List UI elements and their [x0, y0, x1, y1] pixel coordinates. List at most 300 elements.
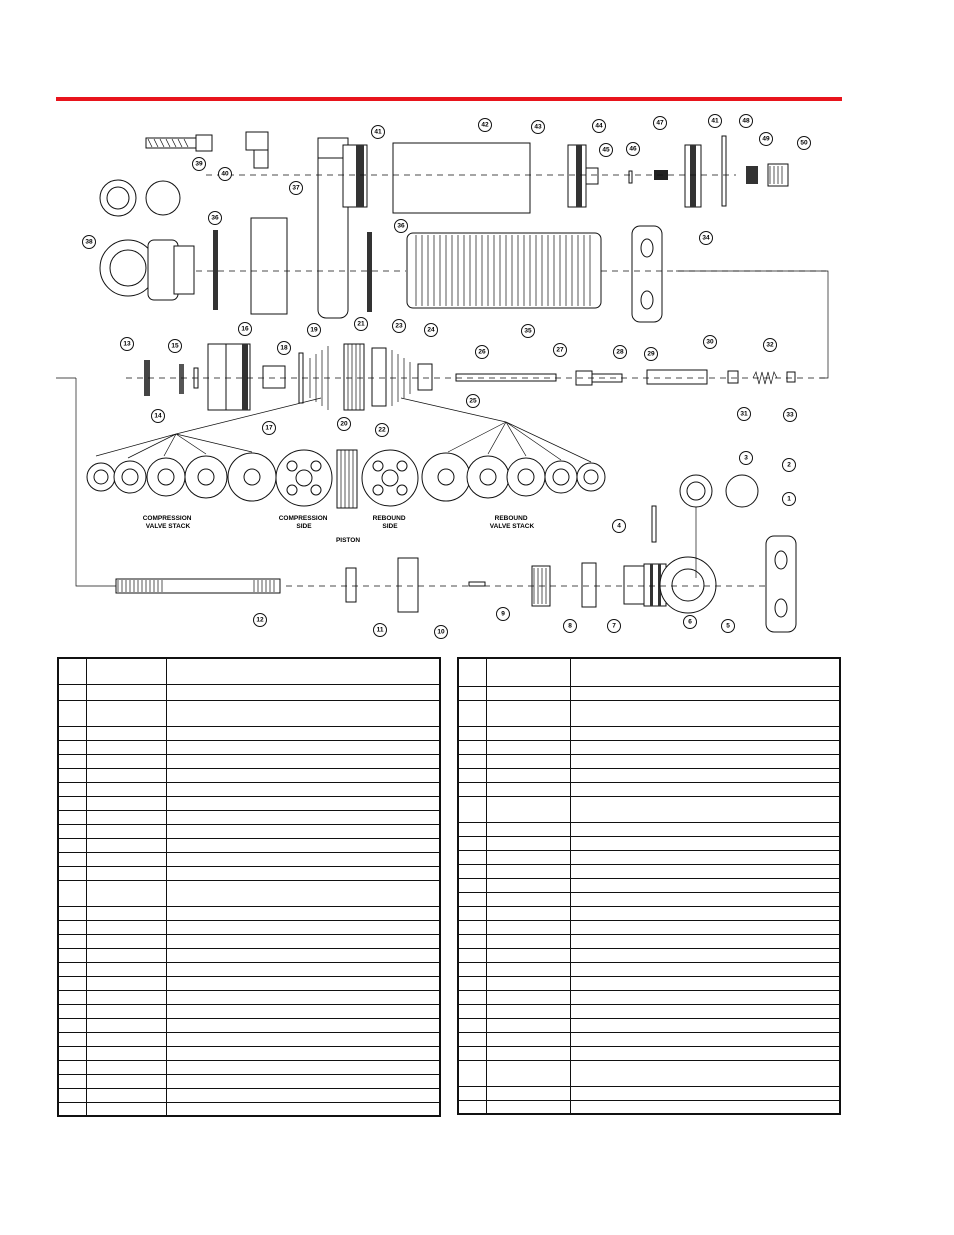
right-cell-description	[570, 906, 840, 920]
right-cell-description	[570, 1004, 840, 1018]
svg-text:48: 48	[742, 117, 750, 125]
left-cell-item	[58, 1004, 86, 1018]
right-cell-description	[570, 948, 840, 962]
table-row	[458, 976, 840, 990]
callout-16	[239, 323, 252, 336]
left-cell-item	[58, 920, 86, 934]
right-cell-item	[458, 934, 486, 948]
part-36-spring-right	[367, 232, 372, 312]
header-rule	[56, 97, 842, 101]
table-row	[458, 878, 840, 892]
table-row	[458, 1060, 840, 1086]
callout-39	[193, 158, 206, 171]
right-cell-part-number	[486, 920, 570, 934]
left-cell-description	[166, 962, 440, 976]
right-cell-part-number	[486, 1100, 570, 1114]
table-row	[58, 880, 440, 906]
table-row	[58, 754, 440, 768]
exploded-parts-diagram	[56, 108, 842, 648]
table-row	[58, 948, 440, 962]
table-row	[58, 920, 440, 934]
table-row	[458, 906, 840, 920]
callout-32	[764, 339, 777, 352]
diagram-svg	[56, 108, 842, 648]
right-cell-description	[570, 726, 840, 740]
svg-text:5: 5	[726, 622, 730, 630]
callout-9	[497, 608, 510, 621]
left-cell-description	[166, 880, 440, 906]
table-row	[58, 934, 440, 948]
part-4-spacer	[652, 506, 656, 542]
left-cell-item	[58, 948, 86, 962]
right-cell-item	[458, 976, 486, 990]
right-cell-item	[458, 878, 486, 892]
left-cell-description	[166, 1046, 440, 1060]
callout-29	[645, 348, 658, 361]
callout-1	[783, 493, 796, 506]
right-cell-description	[570, 962, 840, 976]
right-cell-part-number	[486, 976, 570, 990]
right-cell-description	[570, 822, 840, 836]
svg-text:28: 28	[616, 348, 624, 356]
table-row	[58, 1074, 440, 1088]
svg-text:12: 12	[256, 616, 264, 624]
svg-text:29: 29	[647, 350, 655, 358]
part-34-spring-seat	[632, 226, 662, 322]
left-cell-description	[166, 768, 440, 782]
left-cell-part-number	[86, 852, 166, 866]
part-38-eyelet	[100, 240, 194, 300]
part-9-pin	[469, 582, 485, 586]
left-cell-part-number	[86, 726, 166, 740]
right-cell-item	[458, 754, 486, 768]
left-cell-part-number	[86, 782, 166, 796]
table-row	[58, 962, 440, 976]
part-5-6-eyelet	[624, 557, 716, 613]
left-cell-item	[58, 658, 86, 684]
part-2-ring	[146, 181, 180, 215]
left-cell-part-number	[86, 700, 166, 726]
callout-2	[783, 459, 796, 472]
left-cell-part-number	[86, 1046, 166, 1060]
svg-text:19: 19	[310, 326, 318, 334]
svg-text:14: 14	[154, 412, 162, 420]
left-cell-description	[166, 658, 440, 684]
table-row	[58, 1018, 440, 1032]
callout-36	[209, 212, 222, 225]
callout-35	[522, 325, 535, 338]
right-cell-description	[570, 1032, 840, 1046]
part-26-rod	[456, 374, 556, 381]
left-cell-description	[166, 1088, 440, 1102]
callout-11	[374, 624, 387, 637]
left-cell-item	[58, 990, 86, 1004]
svg-text:4: 4	[617, 522, 621, 530]
right-cell-part-number	[486, 658, 570, 686]
table-row	[58, 740, 440, 754]
left-cell-item	[58, 782, 86, 796]
left-cell-description	[166, 754, 440, 768]
callout-30	[704, 336, 717, 349]
compression-side-piston	[276, 450, 332, 506]
callout-49	[760, 133, 773, 146]
left-cell-item	[58, 1102, 86, 1116]
part-32-cap	[787, 372, 795, 382]
callout-10	[435, 626, 448, 639]
callout-8	[564, 620, 577, 633]
table-row	[458, 948, 840, 962]
callout-13	[121, 338, 134, 351]
svg-text:21: 21	[357, 320, 365, 328]
svg-text:10: 10	[437, 628, 445, 636]
table-row	[458, 822, 840, 836]
svg-text:41: 41	[711, 117, 719, 125]
svg-text:30: 30	[706, 338, 714, 346]
callout-12	[254, 614, 267, 627]
left-cell-item	[58, 934, 86, 948]
svg-text:13: 13	[123, 340, 131, 348]
part-42-reservoir	[393, 143, 530, 213]
svg-text:35: 35	[524, 327, 532, 335]
right-cell-item	[458, 700, 486, 726]
left-cell-item	[58, 866, 86, 880]
part-36-spring-left	[213, 230, 218, 310]
left-cell-description	[166, 948, 440, 962]
table-row	[458, 1004, 840, 1018]
svg-text:33: 33	[786, 411, 794, 419]
left-cell-part-number	[86, 810, 166, 824]
compression-valve-stack	[87, 453, 276, 501]
right-cell-description	[570, 1086, 840, 1100]
right-cell-part-number	[486, 700, 570, 726]
left-cell-description	[166, 1102, 440, 1116]
compression-valve-stack-label: COMPRESSION VALVE STACK	[142, 515, 192, 530]
left-cell-part-number	[86, 1074, 166, 1088]
left-cell-item	[58, 768, 86, 782]
left-cell-item	[58, 700, 86, 726]
part-3-bushing-lower	[680, 475, 712, 507]
part-40-elbow	[246, 132, 268, 168]
table-row	[58, 1060, 440, 1074]
left-cell-item	[58, 796, 86, 810]
table-row	[458, 892, 840, 906]
right-cell-part-number	[486, 948, 570, 962]
part-47-41-cap	[685, 145, 701, 207]
left-cell-description	[166, 990, 440, 1004]
part-18-spacer	[263, 366, 285, 388]
left-cell-description	[166, 852, 440, 866]
table-row	[458, 796, 840, 822]
right-cell-item	[458, 1046, 486, 1060]
left-cell-description	[166, 866, 440, 880]
svg-text:20: 20	[340, 420, 348, 428]
right-cell-item	[458, 740, 486, 754]
right-cell-part-number	[486, 1004, 570, 1018]
table-row	[458, 934, 840, 948]
right-cell-part-number	[486, 740, 570, 754]
part-14-15-bands	[179, 364, 198, 394]
left-cell-part-number	[86, 962, 166, 976]
rebound-side-label: REBOUND SIDE	[372, 515, 406, 530]
left-cell-part-number	[86, 740, 166, 754]
svg-text:41: 41	[374, 128, 382, 136]
svg-text:50: 50	[800, 139, 808, 147]
table-row	[458, 990, 840, 1004]
rebound-valve-stack	[422, 453, 605, 501]
right-cell-item	[458, 850, 486, 864]
parts-table-left	[57, 657, 441, 1117]
table-row	[58, 976, 440, 990]
table-row	[58, 684, 440, 700]
left-cell-item	[58, 880, 86, 906]
callout-46	[627, 143, 640, 156]
right-cell-item	[458, 1060, 486, 1086]
left-cell-description	[166, 824, 440, 838]
right-cell-item	[458, 1086, 486, 1100]
part-41-seal-head	[343, 145, 367, 207]
svg-text:6: 6	[688, 618, 692, 626]
right-cell-item	[458, 906, 486, 920]
right-cell-description	[570, 920, 840, 934]
svg-text:32: 32	[766, 341, 774, 349]
table-row	[58, 866, 440, 880]
right-cell-part-number	[486, 768, 570, 782]
right-cell-part-number	[486, 864, 570, 878]
right-cell-description	[570, 976, 840, 990]
svg-text:43: 43	[534, 123, 542, 131]
right-cell-description	[570, 864, 840, 878]
svg-text:7: 7	[612, 622, 616, 630]
callout-48	[740, 115, 753, 128]
svg-text:38: 38	[85, 238, 93, 246]
table-row	[458, 1032, 840, 1046]
svg-text:45: 45	[602, 146, 610, 154]
table-row	[58, 824, 440, 838]
part-25-nut	[418, 364, 432, 390]
left-cell-description	[166, 1060, 440, 1074]
right-cell-part-number	[486, 962, 570, 976]
right-cell-description	[570, 740, 840, 754]
right-cell-item	[458, 726, 486, 740]
right-cell-item	[458, 658, 486, 686]
left-cell-part-number	[86, 880, 166, 906]
right-cell-description	[570, 850, 840, 864]
callout-7	[608, 620, 621, 633]
callout-38	[83, 236, 96, 249]
svg-text:27: 27	[556, 346, 564, 354]
left-cell-part-number	[86, 906, 166, 920]
left-cell-item	[58, 684, 86, 700]
callout-24	[425, 324, 438, 337]
left-cell-description	[166, 684, 440, 700]
callout-27	[554, 344, 567, 357]
right-cell-part-number	[486, 892, 570, 906]
part-11-nut	[346, 568, 356, 602]
right-cell-item	[458, 836, 486, 850]
left-cell-description	[166, 1018, 440, 1032]
table-row	[58, 768, 440, 782]
rebound-valve-stack-label: REBOUND VALVE STACK	[489, 515, 535, 530]
callout-5	[722, 620, 735, 633]
callout-41	[709, 115, 722, 128]
left-cell-description	[166, 810, 440, 824]
table-row	[58, 726, 440, 740]
right-cell-part-number	[486, 1032, 570, 1046]
table-row	[458, 700, 840, 726]
right-cell-description	[570, 700, 840, 726]
table-row	[58, 810, 440, 824]
callout-15	[169, 340, 182, 353]
right-cell-item	[458, 768, 486, 782]
callout-21	[355, 318, 368, 331]
right-cell-description	[570, 836, 840, 850]
right-cell-item	[458, 1018, 486, 1032]
table-row	[58, 1088, 440, 1102]
table-row	[458, 726, 840, 740]
part-30-nut	[728, 371, 738, 383]
callout-6	[684, 616, 697, 629]
callout-3	[740, 452, 753, 465]
right-cell-part-number	[486, 686, 570, 700]
left-cell-part-number	[86, 1060, 166, 1074]
right-cell-description	[570, 1060, 840, 1086]
right-cell-part-number	[486, 1060, 570, 1086]
right-cell-description	[570, 796, 840, 822]
callout-43	[532, 121, 545, 134]
right-cell-item	[458, 990, 486, 1004]
right-cell-description	[570, 754, 840, 768]
right-cell-part-number	[486, 726, 570, 740]
svg-text:40: 40	[221, 170, 229, 178]
svg-text:37: 37	[292, 184, 300, 192]
part-16-17-head	[208, 344, 250, 410]
left-cell-item	[58, 754, 86, 768]
part-39-hose	[146, 135, 212, 151]
left-cell-item	[58, 1018, 86, 1032]
left-cell-description	[166, 740, 440, 754]
callout-33	[784, 409, 797, 422]
right-cell-description	[570, 878, 840, 892]
callout-42	[479, 119, 492, 132]
right-cell-item	[458, 686, 486, 700]
part-21-22-piston	[344, 344, 364, 410]
table-row	[458, 768, 840, 782]
left-cell-item	[58, 740, 86, 754]
left-cell-item	[58, 824, 86, 838]
callout-23	[393, 320, 406, 333]
right-cell-item	[458, 1004, 486, 1018]
svg-text:2: 2	[787, 461, 791, 469]
table-row	[458, 864, 840, 878]
right-cell-part-number	[486, 822, 570, 836]
left-cell-description	[166, 700, 440, 726]
callout-25	[467, 395, 480, 408]
right-cell-part-number	[486, 934, 570, 948]
svg-text:46: 46	[629, 145, 637, 153]
left-cell-part-number	[86, 754, 166, 768]
callout-28	[614, 346, 627, 359]
part-49-50-valve	[746, 164, 788, 186]
right-cell-description	[570, 990, 840, 1004]
table-row	[458, 962, 840, 976]
left-cell-part-number	[86, 866, 166, 880]
left-cell-part-number	[86, 824, 166, 838]
svg-text:31: 31	[740, 410, 748, 418]
part-35-threaded-body	[407, 233, 601, 308]
left-cell-item	[58, 1046, 86, 1060]
right-cell-part-number	[486, 754, 570, 768]
right-cell-item	[458, 892, 486, 906]
right-cell-description	[570, 686, 840, 700]
table-row	[458, 782, 840, 796]
callout-44	[593, 120, 606, 133]
table-row	[458, 1046, 840, 1060]
left-cell-part-number	[86, 838, 166, 852]
left-cell-item	[58, 1074, 86, 1088]
callout-19	[308, 324, 321, 337]
svg-text:44: 44	[595, 122, 603, 130]
callout-14	[152, 410, 165, 423]
svg-text:3: 3	[744, 454, 748, 462]
table-row	[458, 754, 840, 768]
right-cell-item	[458, 920, 486, 934]
table-row	[58, 990, 440, 1004]
right-cell-part-number	[486, 1018, 570, 1032]
callout-50	[798, 137, 811, 150]
table-row	[58, 796, 440, 810]
svg-text:17: 17	[265, 424, 273, 432]
left-cell-part-number	[86, 934, 166, 948]
callout-34	[700, 232, 713, 245]
right-cell-part-number	[486, 1086, 570, 1100]
right-cell-item	[458, 864, 486, 878]
callout-18	[278, 342, 291, 355]
part-10-cap	[398, 558, 418, 612]
left-cell-part-number	[86, 1088, 166, 1102]
svg-text:25: 25	[469, 397, 477, 405]
compression-side-label: COMPRESSION SIDE	[278, 515, 328, 530]
right-cell-part-number	[486, 796, 570, 822]
part-12-shaft	[116, 579, 280, 593]
table-row	[58, 1102, 440, 1116]
table-row	[458, 1018, 840, 1032]
left-cell-description	[166, 782, 440, 796]
callout-40	[219, 168, 232, 181]
right-cell-part-number	[486, 990, 570, 1004]
left-cell-item	[58, 810, 86, 824]
table-row	[58, 700, 440, 726]
part-23-shims	[372, 348, 386, 406]
left-cell-description	[166, 838, 440, 852]
table-row	[58, 1004, 440, 1018]
svg-text:22: 22	[378, 426, 386, 434]
left-cell-part-number	[86, 990, 166, 1004]
callout-26	[476, 346, 489, 359]
svg-text:42: 42	[481, 121, 489, 129]
right-cell-item	[458, 962, 486, 976]
left-cell-item	[58, 976, 86, 990]
left-cell-part-number	[86, 684, 166, 700]
left-cell-item	[58, 838, 86, 852]
right-cell-description	[570, 1100, 840, 1114]
left-cell-item	[58, 1032, 86, 1046]
callout-20	[338, 418, 351, 431]
table-row	[58, 782, 440, 796]
left-cell-description	[166, 726, 440, 740]
table-row	[458, 686, 840, 700]
left-cell-item	[58, 852, 86, 866]
right-cell-description	[570, 658, 840, 686]
